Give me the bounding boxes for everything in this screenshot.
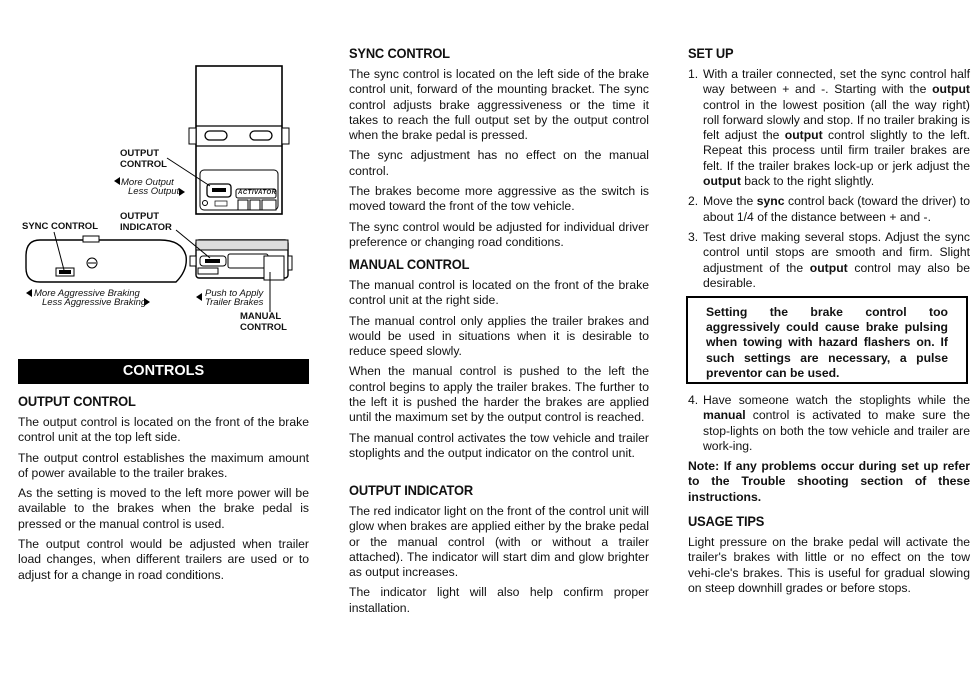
output-control-paragraph: The output control would be adjusted when trailer load changes, when different trailers are used or to adjust for a change in road conditions. (18, 537, 309, 582)
label-manual-control: MANUAL CONTROL (240, 311, 287, 333)
set-up-continued (688, 393, 970, 505)
manual-control-section (349, 256, 649, 461)
usage-tips-section (688, 513, 970, 596)
label-push-apply: Push to Apply (205, 288, 264, 299)
label-sync-control: SYNC CONTROL (22, 221, 98, 232)
warning-box: Setting the brake control too aggressively could cause brake pulsing when towing with hazard flashers on. If such settings are necessary, a pulse preventor can be used. (686, 296, 968, 384)
step-text: Have someone watch the stoplights while the manual control is activated to make sure the stop-lights on both the tow vehicle and trailer are work-ing. (703, 393, 970, 453)
set-up-step-1 (688, 67, 970, 189)
output-control-section (18, 393, 309, 583)
step-number: 1. (688, 67, 699, 81)
output-control-paragraph: The output control establishes the maximum amount of power available to the trailer brakes. (18, 450, 309, 480)
label-output-control: OUTPUT CONTROL (120, 148, 167, 170)
output-control-paragraph: The output control is located on the front of the brake control unit at the top left side. (18, 415, 309, 445)
output-control-heading: OUTPUT CONTROL (18, 393, 136, 409)
activator-logo: ACTIVATOR (238, 190, 277, 196)
output-indicator-paragraph: The indicator light will also help confirm proper installation. (349, 585, 649, 615)
set-up-section (688, 45, 970, 291)
sync-control-heading: SYNC CONTROL (349, 45, 450, 61)
sync-control-paragraph: The sync control would be adjusted for individual driver preference or changing road conditions. (349, 219, 649, 249)
set-up-step-4 (688, 393, 970, 454)
manual-control-heading: MANUAL CONTROL (349, 256, 470, 272)
output-indicator-section (349, 482, 649, 616)
manual-control-paragraph: The manual control activates the tow vehicle and trailer stoplights and the output indicator on the control unit. (349, 430, 649, 460)
step-number: 2. (688, 194, 699, 209)
manual-control-paragraph: When the manual control is pushed to the left the control begins to apply the trailer brakes. The further to the left it is pushed the harder the brakes are applied until the maximum set by the output control is reached. (349, 364, 649, 425)
sync-control-section (349, 45, 649, 250)
manual-control-paragraph: The manual control only applies the trailer brakes and would be used in situations when it is desirable to reduce speed slowly. (349, 313, 649, 359)
label-less-aggressive: Less Aggressive Braking (42, 297, 147, 308)
controls-banner: CONTROLS (18, 359, 309, 384)
sync-control-paragraph: The brakes become more aggressive as the switch is moved toward the front of the tow vehicle. (349, 184, 649, 214)
step-text: With a trailer connected, set the sync control half way between + and -. Starting with the output control in the lowest position (all the way right) roll forward slowly and stop. If no trailer braking is felt adjust the output control slightly to the left. Repeat this process until firm trailer brakes are felt. If the trailer brakes lock-up or jerk adjust the output back to the right slightly. (703, 67, 970, 189)
output-control-paragraph: As the setting is moved to the left more power will be available to the brakes when the brake pedal is pressed or the manual control is used. (18, 486, 309, 531)
step-number: 4. (688, 393, 699, 407)
set-up-note: Note: If any problems occur during set up refer to the Trouble shooting section of these instructions. (688, 459, 970, 504)
manual-control-paragraph: The manual control is located on the front of the brake control unit at the right side. (349, 278, 649, 308)
label-output-indicator: OUTPUT INDICATOR (120, 211, 172, 233)
label-more-aggressive: More Aggressive Braking (34, 288, 140, 299)
usage-tips-heading: USAGE TIPS (688, 513, 765, 529)
step-text: Test drive making several stops. Adjust the sync control until stops are smooth and firm. Slight adjustment of the output control may also be desirable. (703, 229, 970, 290)
label-more-output: More Output (121, 177, 174, 188)
set-up-step-3 (688, 230, 970, 291)
usage-tips-paragraph: Light pressure on the brake pedal will activate the trailer's brakes with little or no effect on the tow vehi-cle's brakes. This is useful for gradual slowing on steep downhill grades or before stops. (688, 535, 970, 595)
sync-control-paragraph: The sync adjustment has no effect on the manual control. (349, 148, 649, 178)
step-text: Move the sync control back (toward the driver) to about 1/4 of the distance between + and -. (703, 194, 970, 224)
set-up-step-2 (688, 194, 970, 225)
controls-diagram (0, 0, 320, 340)
label-less-output: Less Output (128, 186, 180, 197)
sync-control-paragraph: The sync control is located on the left side of the brake control unit, forward of the mounting bracket. The sync control adjusts brake aggressiveness or the time it takes to reach the full output set by the output control when the brake pedal is pressed. (349, 67, 649, 143)
output-indicator-paragraph: The red indicator light on the front of the control unit will glow when brakes are applied either by the brake pedal or the manual control (with or without a trailer attached). The indicator will start dim and glow brighter as output increases. (349, 504, 649, 580)
label-trailer-brakes: Trailer Brakes (205, 297, 264, 308)
step-number: 3. (688, 229, 699, 244)
set-up-heading: SET UP (688, 45, 734, 61)
output-indicator-heading: OUTPUT INDICATOR (349, 482, 473, 498)
